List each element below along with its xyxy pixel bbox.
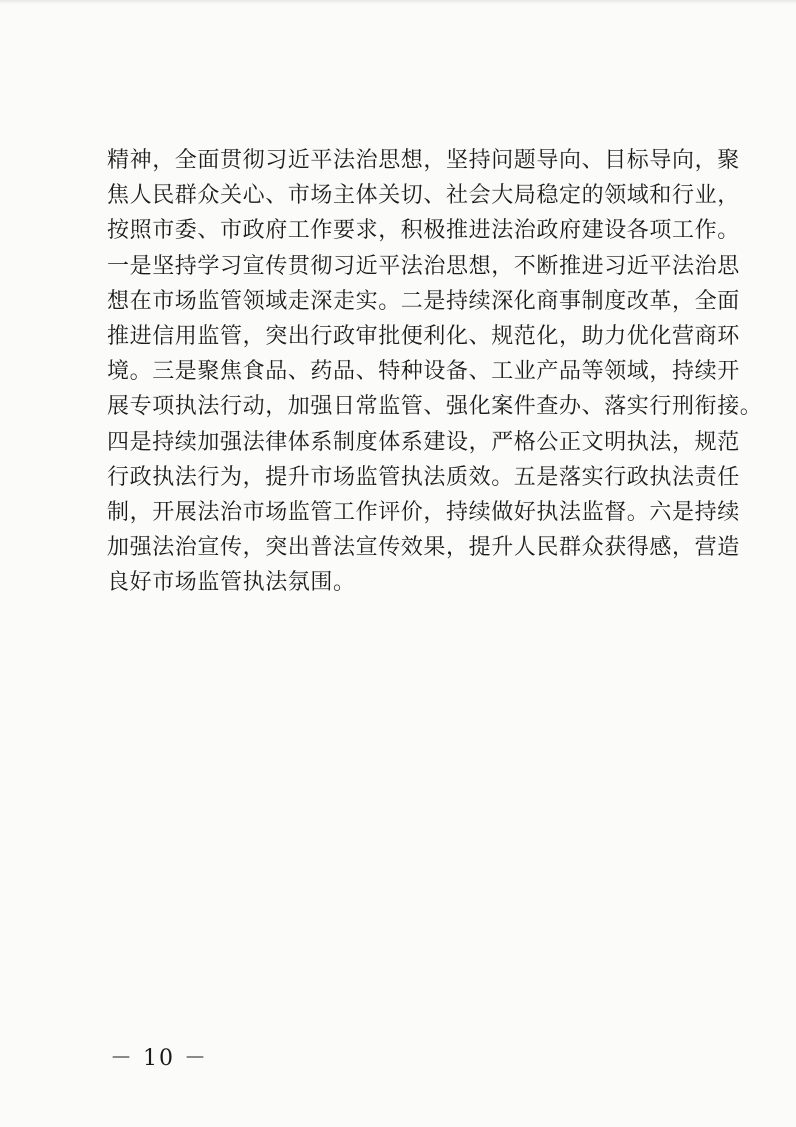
page-top-edge xyxy=(0,0,796,4)
text-line: 想在市场监管领域走深走实。二是持续深化商事制度改革，全面 xyxy=(107,288,740,314)
text-line: 加强法治宣传，突出普法宣传效果，提升人民群众获得感，营造 xyxy=(107,535,740,561)
text-line: 境。三是聚焦食品、药品、特种设备、工业产品等领域，持续开 xyxy=(107,359,740,385)
text-line: 行政执法行为，提升市场监管执法质效。五是落实行政执法责任 xyxy=(107,464,740,490)
text-line: 制，开展法治市场监管工作评价，持续做好执法监督。六是持续 xyxy=(107,499,740,525)
text-line: 良好市场监管执法氛围。 xyxy=(107,570,356,596)
text-line: 精神，全面贯彻习近平法治思想，坚持问题导向、目标导向，聚 xyxy=(107,148,740,173)
text-line: 推进信用监管，突出行政审批便利化、规范化，助力优化营商环 xyxy=(107,323,740,349)
text-line: 四是持续加强法律体系制度体系建设，严格公正文明执法，规范 xyxy=(107,429,740,455)
text-line: 展专项执法行动，加强日常监管、强化案件查办、落实行刑衔接。 xyxy=(107,394,763,420)
page-number: － 10 － xyxy=(110,1046,208,1071)
body-paragraph xyxy=(107,143,763,600)
text-line: 焦人民群众关心、市场主体关切、社会大局稳定的领域和行业， xyxy=(107,183,740,209)
text-line: 一是坚持学习宣传贯彻习近平法治思想，不断推进习近平法治思 xyxy=(107,253,740,279)
text-line: 按照市委、市政府工作要求，积极推进法治政府建设各项工作。 xyxy=(107,218,740,244)
